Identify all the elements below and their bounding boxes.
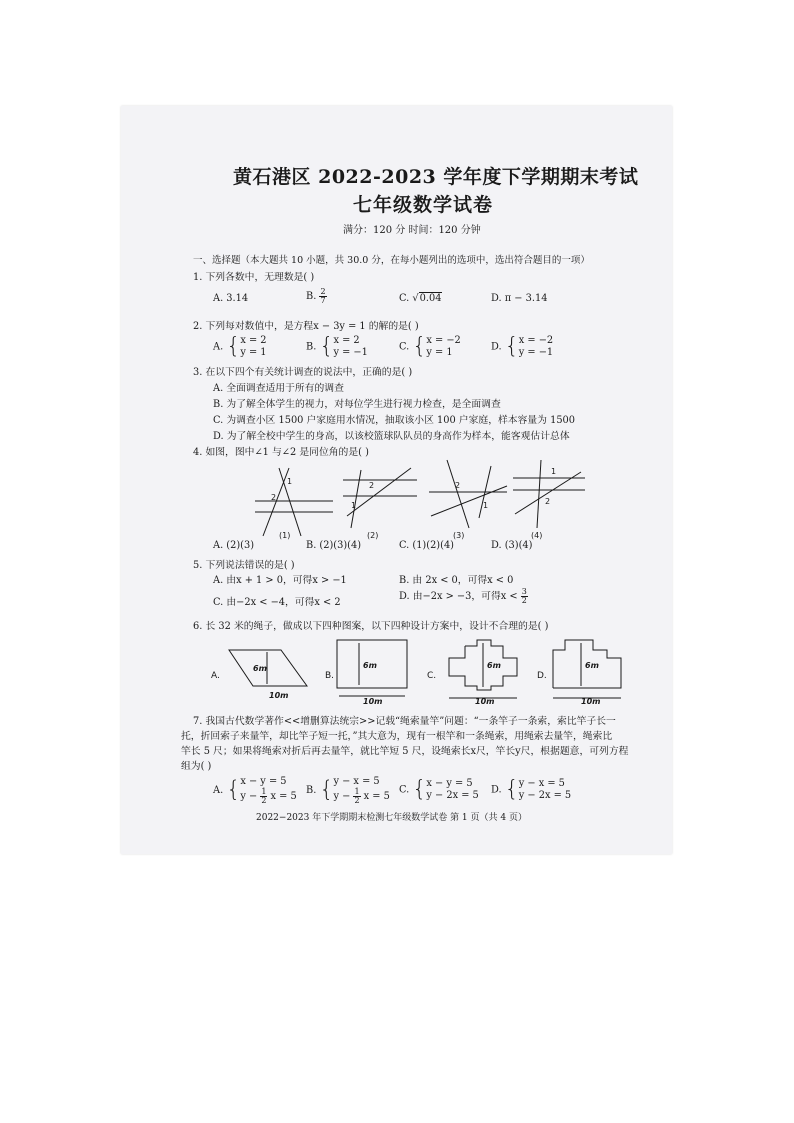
q5-option-d: D. 由−2x > −3，可得x < $\frac{3}{2}$ bbox=[399, 587, 527, 605]
q2-option-b: B. {x = 2 y = −1 bbox=[306, 334, 368, 359]
exam-subtitle: 七年级数学试卷 bbox=[353, 194, 494, 216]
q2-option-c: C. {x = −2 y = 1 bbox=[399, 334, 461, 359]
fig2-angle1: 1 bbox=[351, 501, 357, 510]
q1-stem: 1. 下列各数中，无理数是( ) bbox=[193, 272, 315, 283]
q4-option-b: B. (2)(3)(4) bbox=[306, 540, 362, 551]
q6-a-height: 6m bbox=[253, 664, 267, 673]
q7-line-3: 竿长 5 尺；如果将绳索对折后再去量竿，就比竿短 5 尺，设绳索长x尺，竿长y尺，根据题意，可列方程 bbox=[181, 746, 629, 757]
q5-stem: 5. 下列说法错误的是( ) bbox=[193, 560, 295, 571]
section-heading: 一、选择题（本大题共 10 小题，共 30.0 分，在每小题列出的选项中，选出符合题目的一项） bbox=[193, 255, 590, 266]
q6-b-width: 10m bbox=[363, 697, 383, 704]
exam-meta: 满分：120 分 时间：120 分钟 bbox=[343, 225, 481, 236]
q7-option-d: D. {y − x = 5 y − 2x = 5 bbox=[491, 777, 572, 802]
q4-stem: 4. 如图，图中∠1 与∠2 是同位角的是( ) bbox=[193, 447, 369, 458]
fig1-angle1: 1 bbox=[287, 477, 293, 486]
q5-option-b: B. 由 2x < 0，可得x < 0 bbox=[399, 575, 514, 586]
q7-line-2: 托，折回索子来量竿，却比竿子短一托，”其大意为，现有一根竿和一条绳索，用绳索去量竿，绳索比 bbox=[181, 731, 613, 742]
q1-option-b: B. $\frac{2}{7}$ bbox=[306, 287, 326, 305]
q6-d-height: 6m bbox=[585, 661, 599, 670]
q5-option-c: C. 由−2x < −4，可得x < 2 bbox=[213, 597, 341, 608]
q6-stem: 6. 长 32 米的绳子，做成以下四种图案，以下四种设计方案中，设计不合理的是( ) bbox=[193, 621, 549, 632]
fig1-angle2: 2 bbox=[271, 493, 277, 502]
q7-line-1: 7. 我国古代数学著作<<增删算法统宗>>记载“绳索量竿”问题：“一条竿子一条索，索比竿子长一 bbox=[193, 716, 616, 727]
q6-label-c: C. bbox=[427, 671, 437, 681]
q3-stem: 3. 在以下四个有关统计调查的说法中，正确的是( ) bbox=[193, 367, 413, 378]
exam-title: 黄石港区 2022-2023 学年度下学期期末考试 bbox=[233, 166, 639, 188]
q7-option-c: C. {x − y = 5 y − 2x = 5 bbox=[399, 777, 479, 802]
q3-option-d: D. 为了解全校中学生的身高，以该校篮球队队员的身高作为样本，能客观估计总体 bbox=[213, 431, 570, 442]
q5-option-a: A. 由x + 1 > 0，可得x > −1 bbox=[213, 575, 347, 586]
q3-option-c: C. 为调查小区 1500 户家庭用水情况，抽取该小区 100 户家庭，样本容量为 1500 bbox=[213, 415, 576, 426]
q6-c-width: 10m bbox=[475, 697, 495, 704]
q4-option-a: A. (2)(3) bbox=[213, 540, 255, 551]
q6-a-width: 10m bbox=[269, 691, 289, 700]
page-footer: 2022−2023 年下学期期末检测七年级数学试卷 第 1 页（共 4 页） bbox=[256, 813, 527, 823]
fig3-angle1: 1 bbox=[483, 501, 489, 510]
q7-option-a: A. {x − y = 5 y − $\frac{1}{2}$ x = 5 bbox=[213, 776, 297, 805]
q6-c-height: 6m bbox=[487, 661, 501, 670]
fig-label-3: (3) bbox=[453, 531, 465, 540]
q3-option-a: A. 全面调查适用于所有的调查 bbox=[213, 383, 344, 394]
fig2-angle2: 2 bbox=[369, 481, 375, 490]
q4-option-c: C. (1)(2)(4) bbox=[399, 540, 455, 551]
q7-option-b: B. {y − x = 5 y − $\frac{1}{2}$ x = 5 bbox=[306, 776, 390, 805]
fig4-angle1: 1 bbox=[551, 467, 557, 476]
q3-option-b: B. 为了解全体学生的视力，对每位学生进行视力检查，是全面调查 bbox=[213, 399, 501, 410]
q2-stem: 2. 下列每对数值中，是方程x − 3y = 1 的解的是( ) bbox=[193, 321, 419, 332]
q1-option-a: A. 3.14 bbox=[213, 293, 249, 304]
q4-option-d: D. (3)(4) bbox=[491, 540, 533, 551]
q6-b-height: 6m bbox=[363, 661, 377, 670]
q4-figures bbox=[251, 458, 591, 542]
q1-option-d: D. π − 3.14 bbox=[491, 293, 548, 304]
q6-label-b: B. bbox=[325, 671, 335, 681]
fig4-angle2: 2 bbox=[545, 497, 551, 506]
exam-page bbox=[121, 106, 672, 854]
fig-label-2: (2) bbox=[367, 531, 379, 540]
q7-line-4: 组为( ) bbox=[181, 761, 212, 772]
fig-label-1: (1) bbox=[279, 531, 291, 540]
q6-label-d: D. bbox=[537, 671, 547, 681]
q2-option-a: A. {x = 2 y = 1 bbox=[213, 334, 267, 359]
fig-label-4: (4) bbox=[531, 531, 543, 540]
q6-label-a: A. bbox=[211, 671, 220, 681]
q6-d-width: 10m bbox=[581, 697, 601, 704]
q6-figures bbox=[209, 638, 629, 704]
fig3-angle2: 2 bbox=[455, 481, 461, 490]
q2-option-d: D. {x = −2 y = −1 bbox=[491, 334, 554, 359]
q1-option-c: C. √0.04 bbox=[399, 293, 442, 304]
